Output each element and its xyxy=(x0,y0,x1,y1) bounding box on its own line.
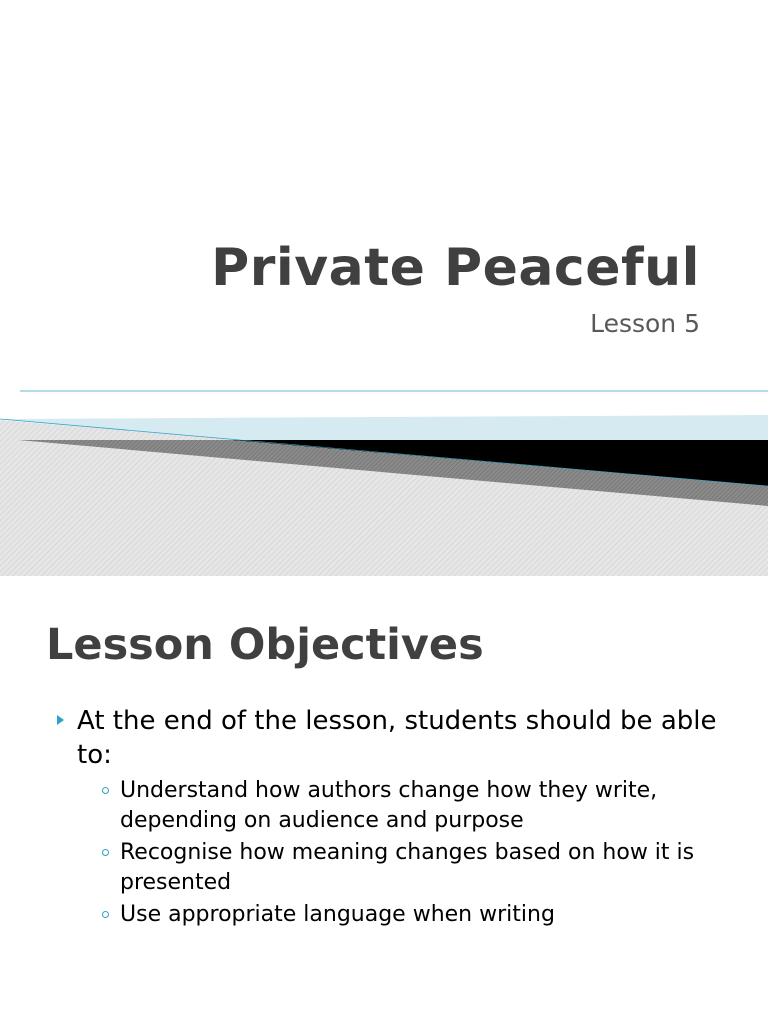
objectives-title: Lesson Objectives xyxy=(46,620,484,670)
bullet-text: At the end of the lesson, students should be able to: xyxy=(77,706,717,770)
sub-bullet-list xyxy=(77,776,734,930)
sub-bullet-item xyxy=(98,776,734,835)
sub-bullet-item xyxy=(98,900,734,930)
bullet-list xyxy=(54,704,734,933)
decorative-band-graphic xyxy=(0,380,768,576)
hollow-circle-icon xyxy=(102,787,109,794)
slide-title: Private Peaceful xyxy=(211,238,700,298)
objectives-slide xyxy=(0,576,768,1024)
sub-bullet-text: Recognise how meaning changes based on how it is presented xyxy=(120,840,695,895)
bullet-item xyxy=(54,704,734,930)
triangle-arrow-icon xyxy=(57,715,64,725)
hollow-circle-icon xyxy=(102,849,109,856)
sub-bullet-text: Understand how authors change how they write, depending on audience and purpose xyxy=(120,778,658,833)
slide-subtitle: Lesson 5 xyxy=(590,309,700,338)
sub-bullet-text: Use appropriate language when writing xyxy=(120,902,555,927)
sub-bullet-item xyxy=(98,838,734,897)
hollow-circle-icon xyxy=(102,911,109,918)
